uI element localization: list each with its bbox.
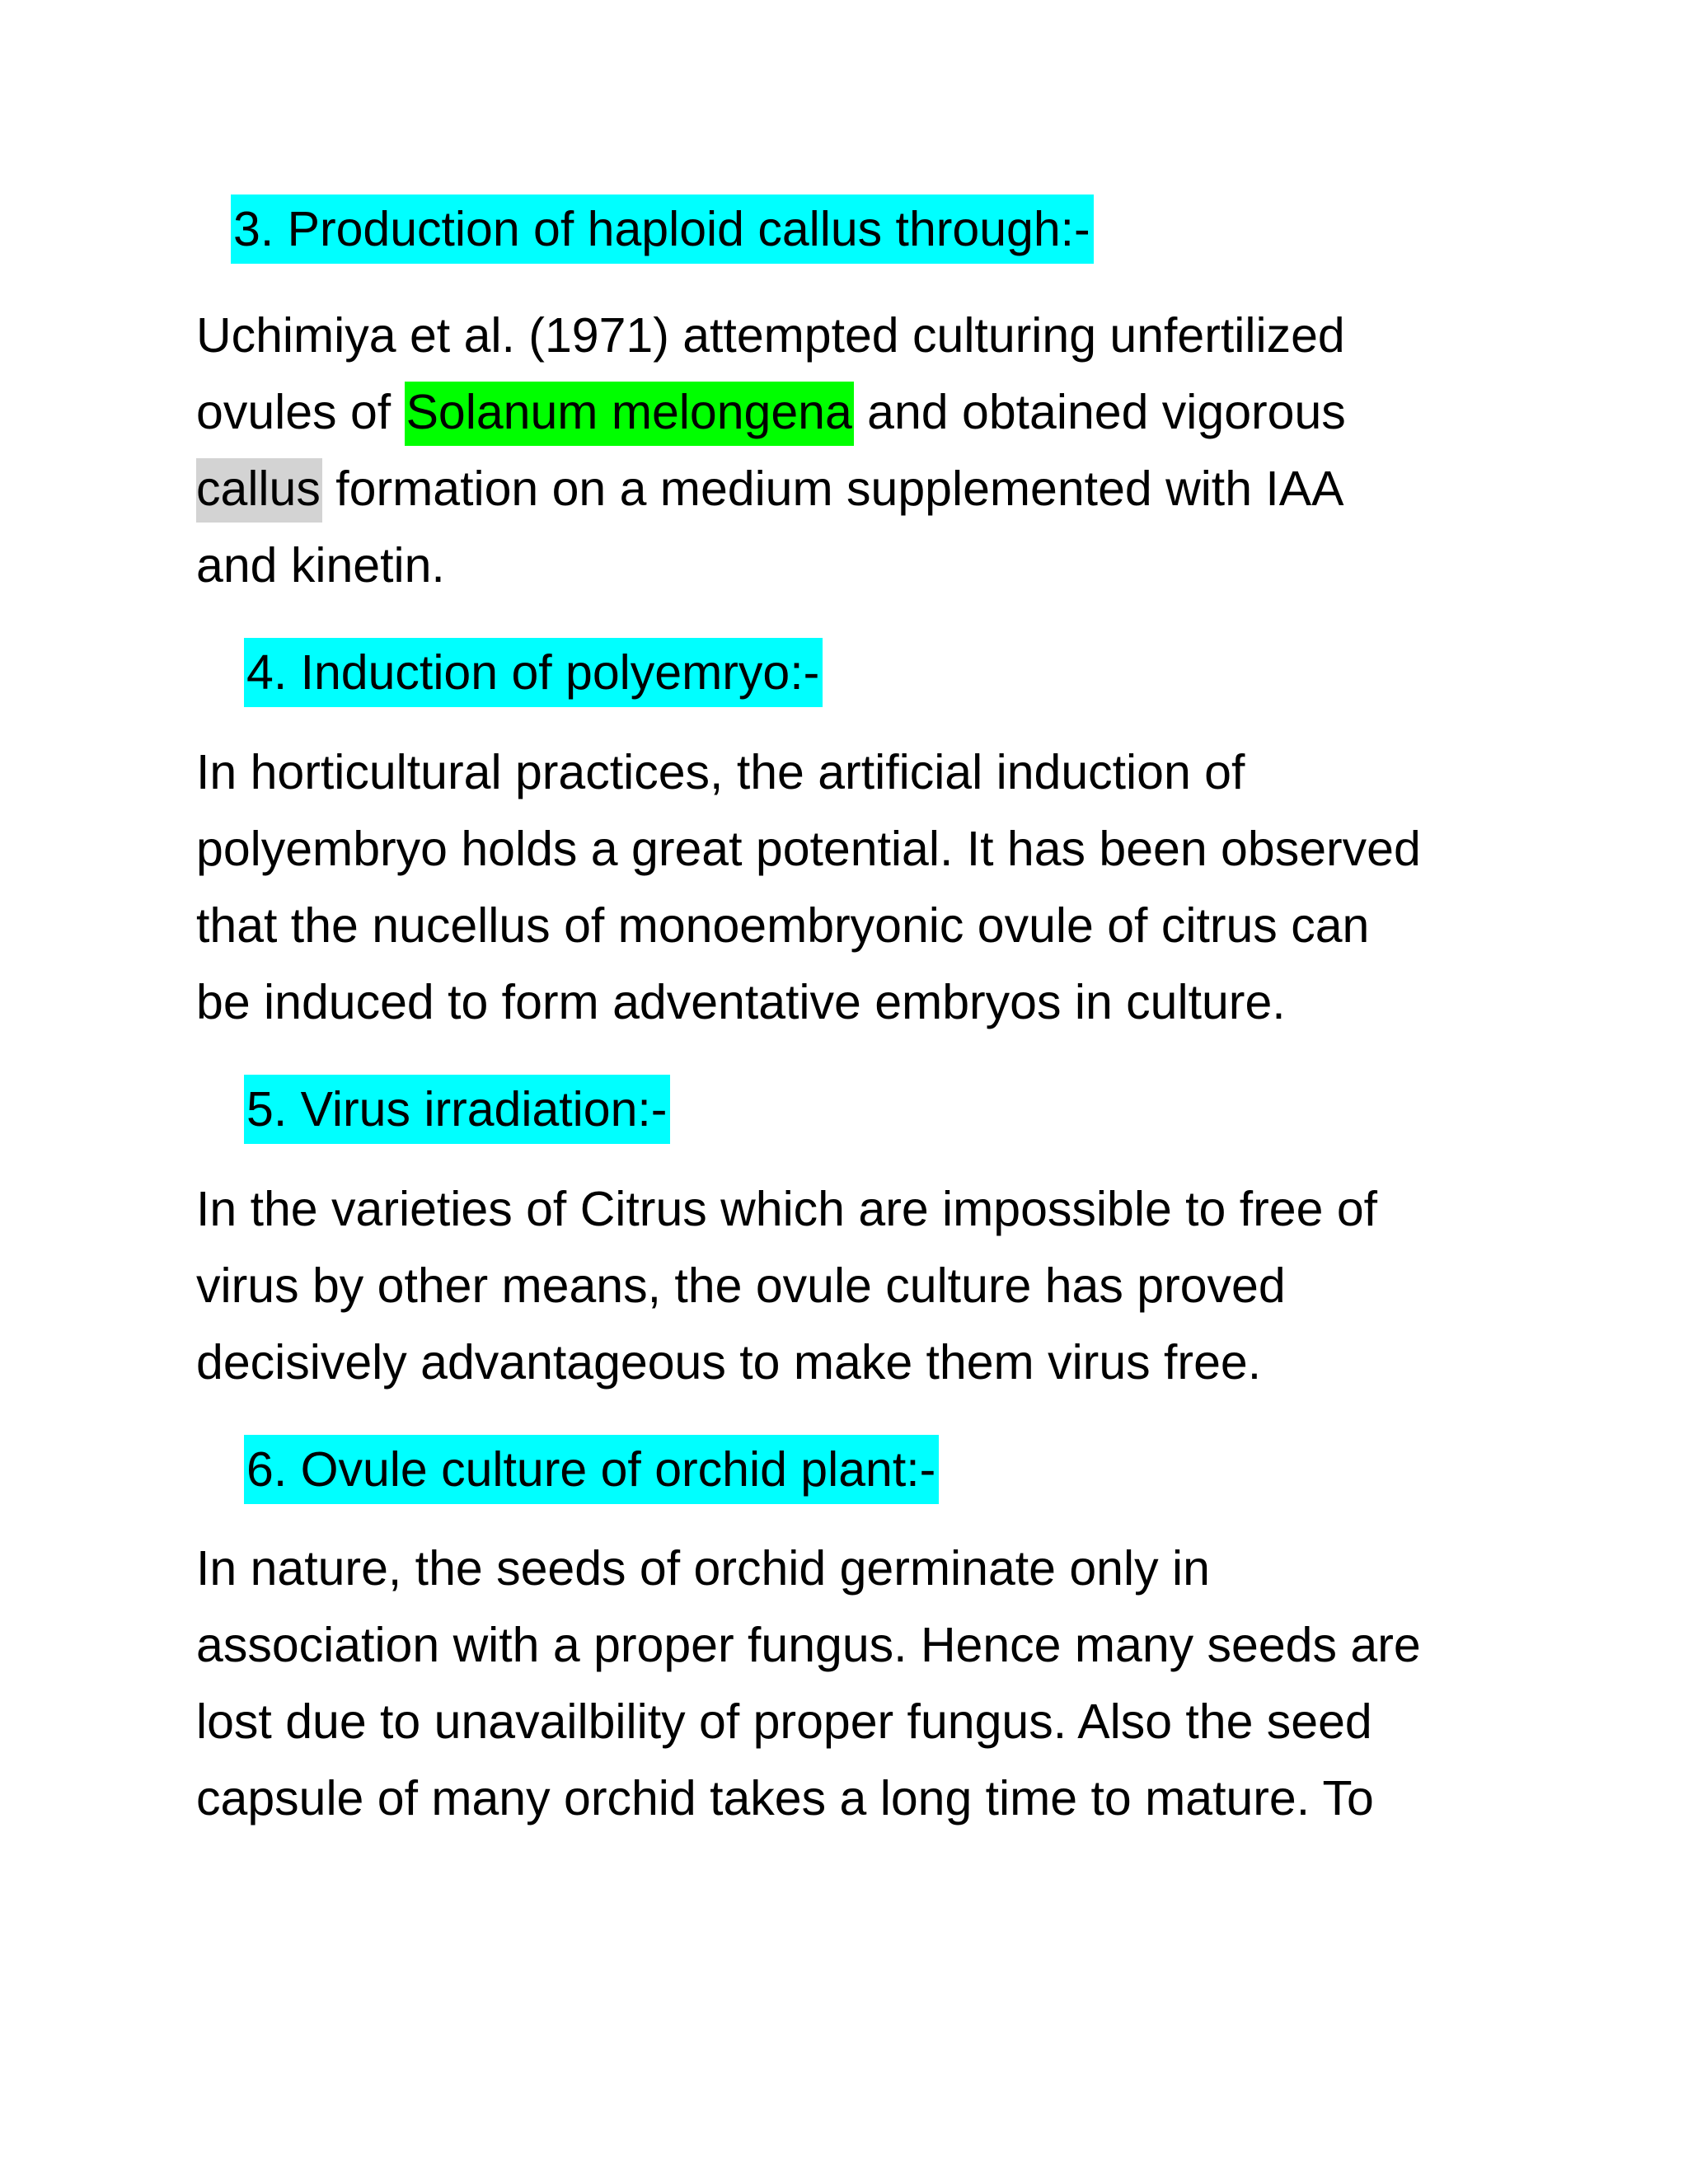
paragraph-line: In nature, the seeds of orchid germinate only in: [196, 1541, 1210, 1596]
paragraph-line: decisively advantageous to make them virus free.: [196, 1335, 1262, 1390]
section-heading-6: 6. Ovule culture of orchid plant:-: [244, 1435, 939, 1504]
section-paragraph-6: [196, 1530, 1548, 1837]
paragraph-line: Uchimiya et al. (1971) attempted culturing unfertilized: [196, 308, 1345, 363]
paragraph-line: In horticultural practices, the artificial induction of: [196, 745, 1245, 799]
paragraph-line: lost due to unavailbility of proper fungus. Also the seed: [196, 1694, 1372, 1749]
section-paragraph-4: [196, 734, 1548, 1041]
section-heading-5: 5. Virus irradiation:-: [244, 1075, 670, 1144]
text-fragment: formation on a medium supplemented with IAA: [335, 462, 1344, 516]
species-highlight: Solanum melongena: [405, 382, 854, 446]
paragraph-line: capsule of many orchid takes a long time to mature. To: [196, 1771, 1374, 1825]
paragraph-line: [196, 451, 1548, 527]
section-paragraph-3: [196, 298, 1548, 604]
paragraph-line: and kinetin.: [196, 538, 445, 593]
text-fragment: ovules of: [196, 385, 392, 439]
paragraph-line: polyembryo holds a great potential. It has been observed: [196, 822, 1421, 876]
paragraph-line: that the nucellus of monoembryonic ovule of citrus can: [196, 898, 1370, 953]
paragraph-line: In the varieties of Citrus which are impossible to free of: [196, 1182, 1378, 1236]
paragraph-line: virus by other means, the ovule culture has proved: [196, 1258, 1286, 1313]
section-heading-3: 3. Production of haploid callus through:-: [231, 194, 1094, 264]
section-heading-4: 4. Induction of polyemryo:-: [244, 638, 823, 707]
section-paragraph-5: [196, 1171, 1548, 1401]
paragraph-line: be induced to form adventative embryos in culture.: [196, 975, 1286, 1029]
paragraph-line: association with a proper fungus. Hence many seeds are: [196, 1618, 1421, 1672]
term-highlight: callus: [196, 458, 322, 523]
text-fragment: and obtained vigorous: [867, 385, 1346, 439]
paragraph-line: [196, 374, 1548, 451]
